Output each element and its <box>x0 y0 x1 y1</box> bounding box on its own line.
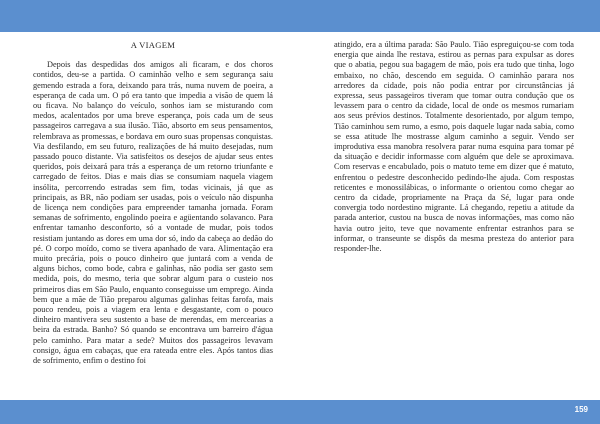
page-number: 159 <box>574 405 588 414</box>
bottom-frame-bar <box>0 400 600 424</box>
left-page <box>33 40 273 366</box>
left-page-paragraph: Depois das despedidas dos amigos ali ficaram, e dos choros contidos, deu-se a partida. O caminhão velho e sem segurança saiu gemendo estrada a fora, deixando para trás, numa nuvem de poeira, a esperança de cada um. O pó era tanto que impedia a visão de quem lá ou ficava. No balanço do veículo, sonhos iam se misturando com medos, acalentados por uma breve esperança, pois cada um de seus passageiros carregava a sua ilusão. Tião, absorto em seus pensamentos, relembrava as promessas, e bordava em ouro suas propensas conquistas. Via desfilando, em seu futuro, realizações de há muito desejadas, num passado pouco distante. Via satisfeitos os desejos de ajudar seus entes queridos, pois deixará para trás a esperança de um retorno triunfante e carregado de feitos. Dias e mais dias se consumiam naquela viagem insólita, percorrendo estradas sem fim, todas vicinais, já que as principais, as BR, não podiam ser usadas, pois o veículo não dispunha de licença nem condições para empreender tamanha jornada. Foram semanas de sofrimento, engolindo poeira e agüentando solavanco. Para enfrentar tamanho desconforto, só a vontade de mudar, pois todos resistiam juntando as dores em uma dor só, indo da cabeça ao dedão do pé. O corpo moído, como se tivera apanhado de vara. Alimentação era muito precária, pois o pouco dinheiro que juntará com a venda de alguns bichos, como bode, cabra e galinhas, não podia ser gasto sem medida, pois, do mesmo, teria que sobrar algum para o custeio nos primeiros dias em São Paulo, enquanto conseguisse um emprego. Ainda bem que a mãe de Tião preparou algumas galinhas feitas farofa, mais pouco rendeu, pois a viagem era lenta e desgastante, com o pouco dinheiro mantivera seu sustento a base de merendas, em mercearias a beira da estrada. Banho? Só quando se encontrava um barreiro d'água pelo caminho. Para matar a sede? Muitos dos passageiros levavam consigo, água em cabaças, que era rateada entre eles. Após tantos dias de sofrimento, enfim o destino foi <box>33 60 273 366</box>
chapter-title: A VIAGEM <box>130 40 176 50</box>
top-frame-bar <box>0 0 600 32</box>
right-page-paragraph: atingido, era a última parada: São Paulo. Tião espreguiçou-se com toda energia que ainda lhe restava, estirou as pernas para expulsar as dores que o abatia, pegou sua bagagem de mão, pois era tudo que tinha, logo embaixo, no chão, descendo em seguida. O caminhão parara nos arredores da cidade, pois não podia entrar por circunstâncias já expressa, seus passageiros tiveram que tomar outra condução que os levassem para o centro da cidade, local de onde os mesmos rumariam aos seus prévios destinos. Totalmente desorientado, por algum tempo, Tião caminhou sem rumo, a esmo, pois daquele lugar nada sabia, como se essa atitude lhe mostrasse algum caminho a seguir. Vendo ser improdutiva essa manobra resolvera parar numa esquina para tomar pé da situação e decidir informasse com alguém que dele se aproximava. Com reservas e encabulado, pois o matuto teme em dizer que é matuto, enfrentou o pedestre desconhecido pedindo-lhe ajuda. Com respostas reticentes e monossilábicas, o informante o orientou como chegar ao centro da cidade, propriamente na Praça da Sé, lugar para onde convergia todo nordestino migrante. Lá chegando, repetiu a atitude da parada anterior, custou na busca de novas informações, mas como não havia outro jeito, teve que novamente enfrentar estranhos para se informar, o transeunte se dispôs da mesma presteza do anterior para responder-lhe. <box>334 40 574 254</box>
right-page <box>334 40 574 254</box>
